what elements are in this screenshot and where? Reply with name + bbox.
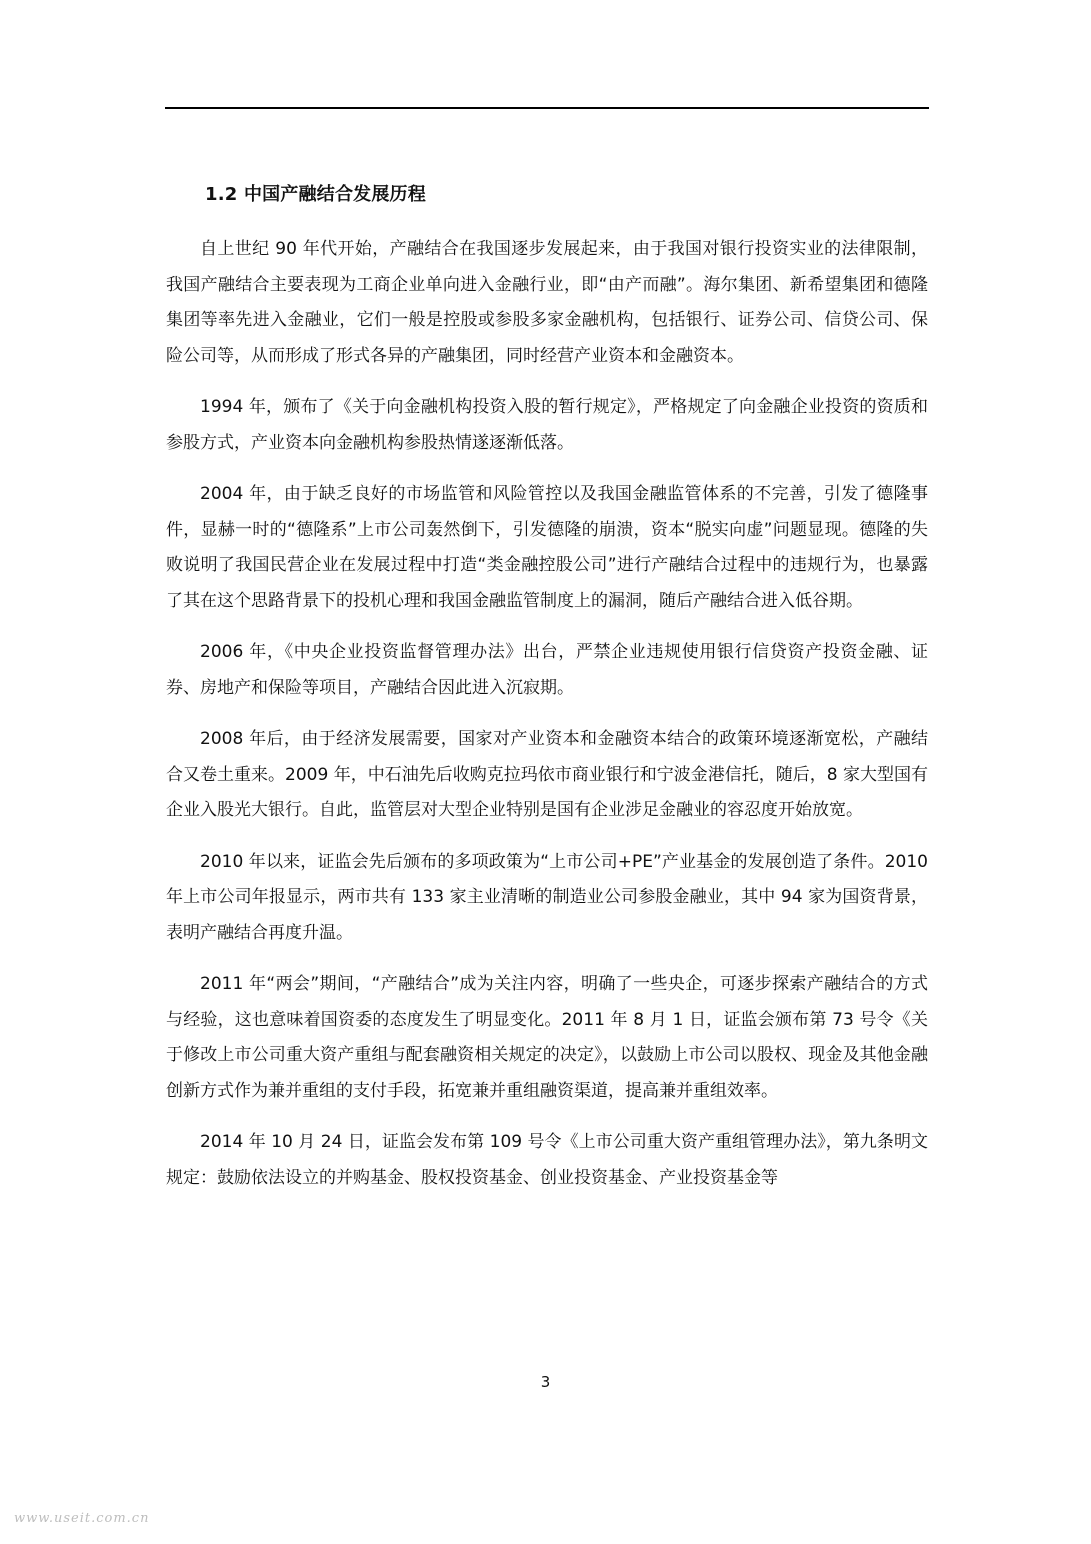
paragraph-5: 2008 年后，由于经济发展需要，国家对产业资本和金融资本结合的政策环境逐渐宽松，产融结合又卷土重来。2009 年，中石油先后收购克拉玛依市商业银行和宁波金港信托，随后，8 家大型国有企业入股光大银行。自此，监管层对大型企业特别是国有企业涉足金融业的容忍度开始放宽。 xyxy=(166,729,928,820)
body-text xyxy=(166,232,928,1212)
watermark: www.useit.com.cn xyxy=(14,1511,150,1526)
paragraph-1: 自上世纪 90 年代开始，产融结合在我国逐步发展起来，由于我国对银行投资实业的法律限制，我国产融结合主要表现为工商企业单向进入金融行业，即“由产而融”。海尔集团、新希望集团和德隆集团等率先进入金融业，它们一般是控股或参股多家金融机构，包括银行、证券公司、信贷公司、保险公司等，从而形成了形式各异的产融集团，同时经营产业资本和金融资本。 xyxy=(166,239,928,366)
paragraph-4: 2006 年，《中央企业投资监督管理办法》出台，严禁企业违规使用银行信贷资产投资金融、证券、房地产和保险等项目，产融结合因此进入沉寂期。 xyxy=(166,642,928,698)
header-rule xyxy=(165,107,929,109)
paragraph-3: 2004 年，由于缺乏良好的市场监管和风险管控以及我国金融监管体系的不完善，引发了德隆事件，显赫一时的“德隆系”上市公司轰然倒下，引发德隆的崩溃，资本“脱实向虚”问题显现。德隆的失败说明了我国民营企业在发展过程中打造“类金融控股公司”进行产融结合过程中的违规行为，也暴露了其在这个思路背景下的投机心理和我国金融监管制度上的漏洞，随后产融结合进入低谷期。 xyxy=(166,484,928,611)
paragraph-6: 2010 年以来，证监会先后颁布的多项政策为“上市公司+PE”产业基金的发展创造了条件。2010 年上市公司年报显示，两市共有 133 家主业清晰的制造业公司参股金融业，其中 94 家为国资背景，表明产融结合再度升温。 xyxy=(166,851,928,943)
section-heading: 1.2 中国产融结合发展历程 xyxy=(205,184,426,205)
paragraph-2: 1994 年，颁布了《关于向金融机构投资入股的暂行规定》，严格规定了向金融企业投资的资质和参股方式，产业资本向金融机构参股热情遂逐渐低落。 xyxy=(166,397,928,453)
page-number: 3 xyxy=(540,1373,551,1391)
paragraph-7: 2011 年“两会”期间，“产融结合”成为关注内容，明确了一些央企，可逐步探索产融结合的方式与经验，这也意味着国资委的态度发生了明显变化。2011 年 8 月 1 日，证监会颁布第 73 号令《关于修改上市公司重大资产重组与配套融资相关规定的决定》，以鼓励上市公司以股权、现金及其他金融创新方式作为兼并重组的支付手段，拓宽兼并重组融资渠道，提高兼并重组效率。 xyxy=(166,974,928,1101)
paragraph-8: 2014 年 10 月 24 日，证监会发布第 109 号令《上市公司重大资产重组管理办法》，第九条明文规定：鼓励依法设立的并购基金、股权投资基金、创业投资基金、产业投资基金等 xyxy=(166,1132,928,1188)
